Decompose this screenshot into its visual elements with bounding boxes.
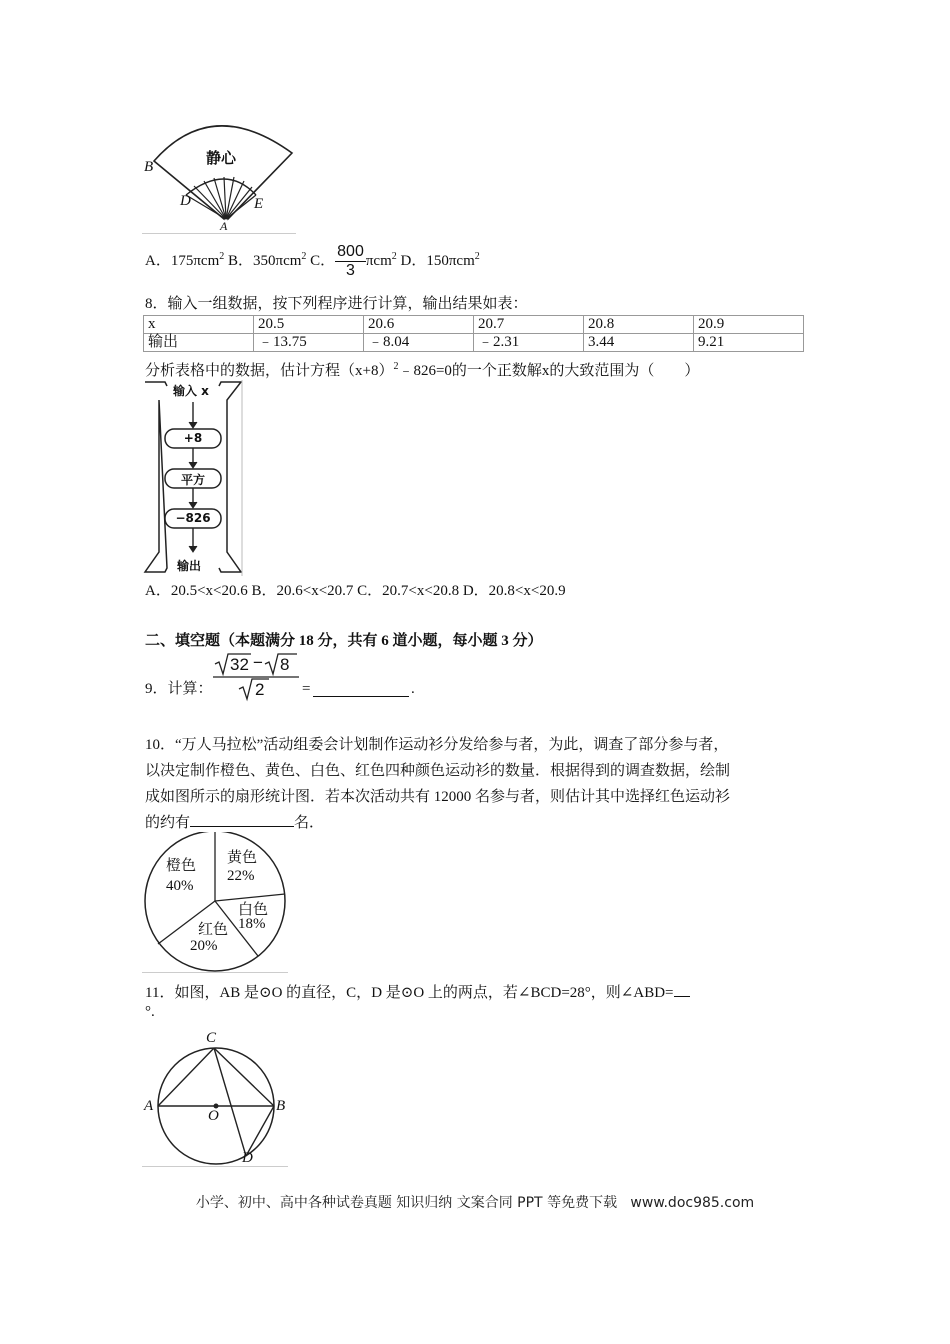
point-o-label: O	[208, 1108, 219, 1124]
q11-line-1	[145, 981, 690, 1003]
point-b-label: B	[276, 1098, 286, 1114]
q7-sup-c: 2	[391, 250, 397, 262]
q10-line-2: 以决定制作橙色、黄色、白色、红色四种颜色运动衫的数量．根据得到的调查数据，绘制	[145, 763, 731, 779]
q9-end: .	[411, 681, 415, 697]
point-d-label: D	[180, 193, 191, 209]
table-cell: 20.8	[584, 316, 694, 334]
section-title: 二、填空题（本题满分 18 分，共有 6 道小题，每小题 3 分）	[145, 633, 543, 649]
flowchart	[143, 380, 243, 576]
q7-option-c: C．	[310, 252, 336, 269]
point-c-label: C	[206, 1030, 217, 1046]
q8-analysis-b: ﹣826=0的一个正数解x的大致范围为（ ）	[398, 363, 700, 379]
q8-analysis-a: 分析表格中的数据，估计方程（x+8）	[145, 363, 394, 379]
pie-figure	[142, 832, 288, 973]
q7-option-b: B．350πcm	[227, 252, 302, 269]
q7-sup-d: 2	[474, 250, 480, 262]
q7-sup-b: 2	[301, 250, 307, 262]
table-row	[144, 334, 804, 352]
q9	[145, 652, 545, 704]
pie-white-name: 白色	[238, 900, 269, 918]
point-a-label: A	[220, 219, 228, 233]
q8-table	[143, 315, 804, 352]
q10-line-3: 成如图所示的扇形统计图．若本次活动共有 12000 名参与者，则估计其中选择红色运动衫	[145, 789, 731, 805]
table-cell: 输出	[144, 334, 254, 352]
q7-options	[145, 243, 480, 280]
table-cell: ﹣8.04	[364, 334, 474, 352]
q9-sqrt-a: 32	[230, 655, 249, 674]
fan-text: 静心	[206, 149, 237, 167]
flow-step-square: 平方	[180, 473, 205, 487]
q11-line-1-text: 11．如图，AB 是⊙O 的直径，C，D 是⊙O 上的两点，若∠BCD=28°，则∠ABD=	[145, 985, 674, 1001]
q8-analysis	[145, 357, 699, 381]
table-cell: ﹣13.75	[254, 334, 364, 352]
q11-answer-blank	[674, 981, 690, 997]
q9-equals: =	[302, 681, 311, 697]
q10-line-4a: 的约有	[145, 815, 191, 831]
q7-frac-num: 800	[337, 243, 364, 260]
pie-orange-pct: 40%	[166, 878, 194, 894]
fan-figure	[142, 123, 296, 234]
q10-text	[145, 732, 825, 836]
pie-orange-name: 橙色	[166, 856, 197, 874]
pie-white-pct: 18%	[238, 916, 266, 932]
table-cell: x	[144, 316, 254, 334]
flow-output: 输出	[177, 559, 202, 573]
circle-figure	[142, 1030, 288, 1167]
q7-frac-den: 3	[346, 262, 355, 279]
q9-answer-blank	[313, 681, 409, 697]
q10-answer-blank	[190, 811, 294, 827]
pie-yellow-name: 黄色	[227, 848, 258, 866]
q7-option-d: D．150πcm	[400, 252, 475, 269]
point-a-label: A	[144, 1098, 154, 1114]
q9-minus: −	[253, 653, 263, 672]
q7-sup-a: 2	[219, 250, 225, 262]
q8-stem: 8．输入一组数据，按下列程序进行计算，输出结果如表：	[145, 296, 528, 312]
table-cell: 9.21	[694, 334, 804, 352]
q8-analysis-sup: 2	[393, 361, 399, 372]
q7-option-a: A．175πcm	[145, 252, 220, 269]
table-row	[144, 316, 804, 334]
table-cell: 3.44	[584, 334, 694, 352]
pie-yellow-pct: 22%	[227, 868, 255, 884]
flow-step-add: +8	[183, 431, 203, 445]
pie-red-name: 红色	[198, 920, 229, 938]
pie-red-pct: 20%	[190, 938, 218, 954]
q7-option-c-unit: πcm	[365, 252, 392, 269]
table-cell: 20.6	[364, 316, 474, 334]
table-cell: 20.7	[474, 316, 584, 334]
q9-label: 9．计算：	[145, 681, 213, 697]
table-cell: 20.5	[254, 316, 364, 334]
q11-line-2: °.	[145, 1004, 155, 1020]
q9-sqrt-b: 8	[280, 655, 290, 674]
q10-line-1: 10．“万人马拉松”活动组委会计划制作运动衫分发给参与者，为此，调查了部分参与者，	[145, 737, 729, 753]
q7-option-c-fraction	[335, 243, 366, 280]
table-cell: ﹣2.31	[474, 334, 584, 352]
q8-options: A．20.5<x<20.6 B．20.6<x<20.7 C．20.7<x<20.8 D．20.8<x<20.9	[145, 583, 566, 599]
point-e-label: E	[254, 196, 264, 212]
flow-step-subtract: −826	[175, 511, 211, 525]
point-d-label: D	[242, 1150, 253, 1166]
page-footer: 小学、初中、高中各种试卷真题 知识归纳 文案合同 PPT 等免费下载 www.doc985.com	[195, 1195, 755, 1211]
table-cell: 20.9	[694, 316, 804, 334]
point-b-label: B	[144, 159, 154, 175]
q9-sqrt-den: 2	[255, 680, 265, 699]
flow-input: 输入 x	[173, 384, 209, 398]
q9-fraction	[213, 652, 299, 702]
q10-line-4b: 名．	[294, 815, 325, 831]
